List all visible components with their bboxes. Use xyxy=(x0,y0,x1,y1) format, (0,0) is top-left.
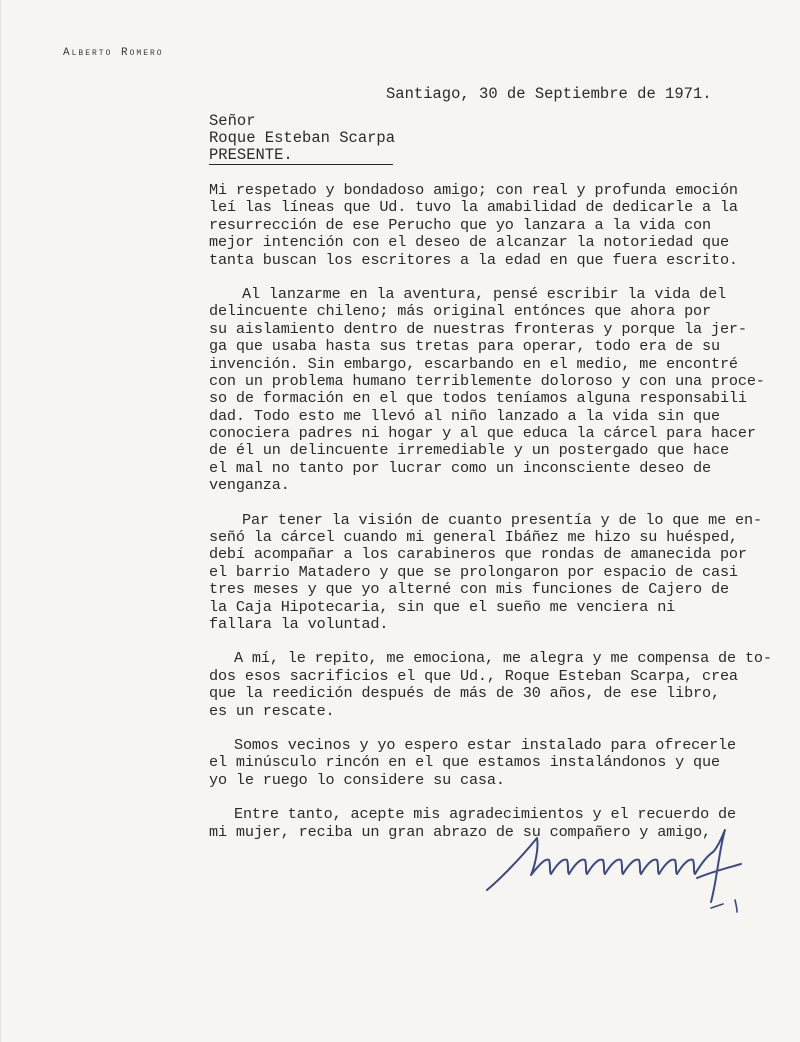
text-line: venganza. xyxy=(209,476,290,495)
text-line: so de formación en el que todos teníamos alguna responsabili xyxy=(209,389,747,408)
text-line: yo le ruego lo considere su casa. xyxy=(209,770,505,789)
text-line: el mal no tanto por lucrar como un inconsciente deseo de xyxy=(209,458,711,477)
text-line: tres meses y que yo alterné con mis funciones de Cajero de xyxy=(209,580,729,599)
letter-date: Santiago, 30 de Septiembre de 1971. xyxy=(386,85,712,103)
text-line: con un problema humano terriblemente doloroso y con una proce- xyxy=(209,371,765,390)
text-line: mi mujer, reciba un gran abrazo de su compañero y amigo, xyxy=(209,822,711,841)
text-line: A mí, le repito, me emociona, me alegra y me compensa de to- xyxy=(234,649,772,668)
text-line: mejor intención con el deseo de alcanzar la notoriedad que xyxy=(209,233,729,252)
paragraph-2 xyxy=(209,286,800,495)
text-line: Al lanzarme en la aventura, pensé escribir la vida del xyxy=(242,284,727,303)
text-line: leí las líneas que Ud. tuvo la amabilidad de dedicarle a la xyxy=(209,198,738,217)
text-line: invención. Sin embargo, escarbando en el medio, me encontré xyxy=(209,354,738,373)
paragraph-3 xyxy=(209,512,800,634)
letterhead: Alberto Romero xyxy=(63,47,164,59)
text-line: conociera padres ni hogar y al que educa la cárcel para hacer xyxy=(209,424,756,443)
text-line: Somos vecinos y yo espero estar instalado para ofrecerle xyxy=(234,735,736,754)
text-line: dad. Todo esto me llevó al niño lanzado a la vida sin que xyxy=(209,406,720,425)
addressee-block xyxy=(209,113,395,164)
text-line: fallara la voluntad. xyxy=(209,614,389,633)
text-line: que la reedición después de más de 30 años, de ese libro, xyxy=(209,684,720,703)
text-line: de él un delincuente irremediable y un postergado que hace xyxy=(209,441,729,460)
recipient-name: Roque Esteban Scarpa xyxy=(209,129,396,147)
handwritten-signature xyxy=(479,820,779,915)
text-line: el barrio Matadero y que se prolongaron por espacio de casi xyxy=(209,562,738,581)
text-line: Mi respetado y bondadoso amigo; con real y profunda emoción xyxy=(209,181,738,199)
text-line: ga que usaba hasta sus tretas para operar, todo era de su xyxy=(209,337,720,356)
salutation: Señor xyxy=(209,112,256,130)
text-line: Entre tanto, acepte mis agradecimientos y el recuerdo de xyxy=(234,805,736,824)
text-line: debí acompañar a los carabineros que rondas de amanecida por xyxy=(209,545,747,564)
text-line: dos esos sacrificios el que Ud., Roque Esteban Scarpa, crea xyxy=(209,666,738,685)
paragraph-5 xyxy=(209,737,800,789)
text-line: tanta buscan los escritores a la edad en que fuera escrito. xyxy=(209,250,738,269)
paragraph-1 xyxy=(209,182,800,269)
text-line: resurrección de ese Perucho que yo lanzara a la vida con xyxy=(209,215,711,234)
text-line: delincuente chileno; más original entónces que ahora por xyxy=(209,302,711,321)
paragraph-4 xyxy=(209,650,800,720)
text-line: Par tener la visión de cuanto presentía y de lo que me en- xyxy=(242,510,762,529)
text-line: su aislamiento dentro de nuestras fronteras y porque la jer- xyxy=(209,319,747,338)
text-line: es un rescate. xyxy=(209,701,335,720)
present-label: PRESENTE. xyxy=(209,147,393,165)
letter-body xyxy=(209,182,800,841)
text-line: señó la cárcel cuando mi general Ibáñez me hizo su huésped, xyxy=(209,528,738,547)
text-line: el minúsculo rincón en el que estamos instalándonos y que xyxy=(209,753,720,772)
text-line: la Caja Hipotecaria, sin que el sueño me venciera ni xyxy=(209,597,676,616)
